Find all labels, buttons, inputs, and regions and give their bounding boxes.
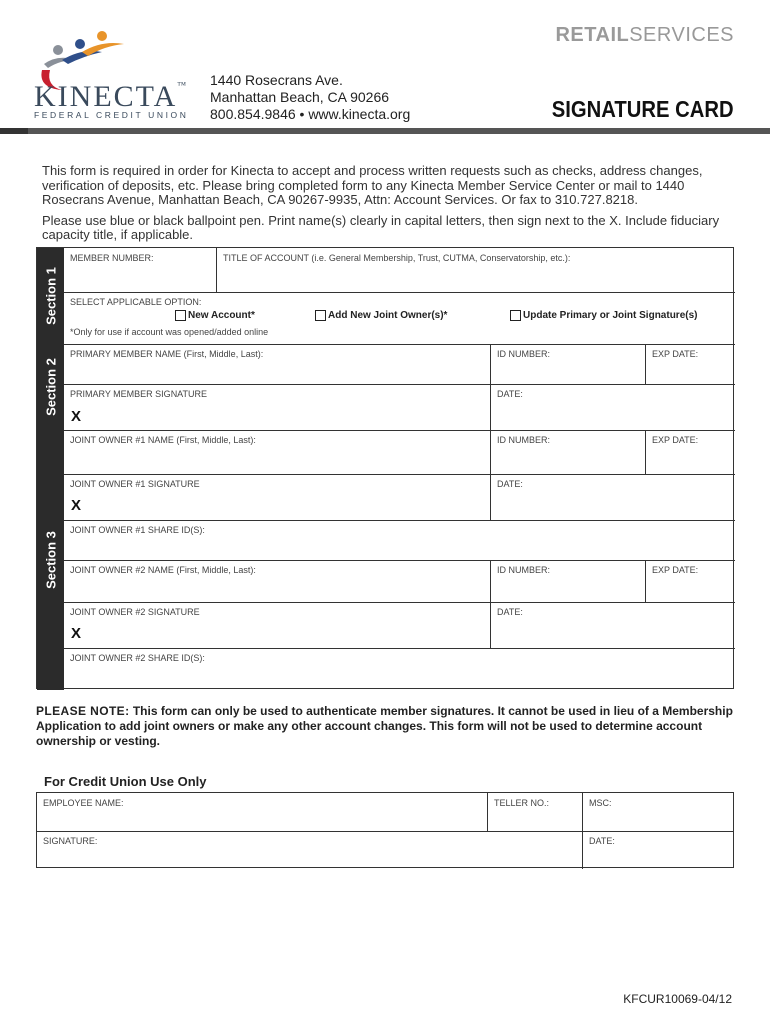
joint2-name-label: JOINT OWNER #2 NAME (First, Middle, Last): [70,565,256,575]
add-joint-owner-checkbox[interactable] [315,310,326,321]
section-1-band [37,248,64,344]
logo-figure-body-2 [62,51,102,64]
cu-date-label: DATE: [589,836,615,846]
msc-label: MSC: [589,798,612,808]
primary-exp-field[interactable] [646,344,735,384]
signature-form [36,247,734,689]
address-line-1: 1440 Rosecrans Ave. [210,72,343,88]
cu-signature-field[interactable] [37,831,582,869]
primary-name-label: PRIMARY MEMBER NAME (First, Middle, Last): [70,349,264,359]
joint1-exp-field[interactable] [646,430,735,474]
primary-exp-label: EXP DATE: [652,349,699,359]
intro-paragraph-1: This form is required in order for Kinecta to accept and process written requests such as checks, address changes, verification of deposits, etc. Please bring completed form to any Kinecta Member Service Center or mail to 1440 Rosecrans Avenue, Manhattan Beach, CA 90267-9935, Attn: Account Services. Or fax to 310.727.8218. [42,163,703,207]
primary-signature-field[interactable] [64,384,490,430]
joint2-exp-label: EXP DATE: [652,565,699,575]
member-number-field[interactable] [64,248,216,292]
please-note [36,704,734,749]
joint2-signature-field[interactable] [64,602,490,648]
retail-bold: RETAIL [555,24,630,46]
update-signature-label: Update Primary or Joint Signature(s) [523,310,698,321]
joint2-signature-label: JOINT OWNER #2 SIGNATURE [70,607,200,617]
member-number-label: MEMBER NUMBER: [70,253,154,263]
joint2-share-label: JOINT OWNER #2 SHARE ID(S): [70,653,205,663]
address-line-2: Manhattan Beach, CA 90266 [210,89,390,105]
logo-subtitle: FEDERAL CREDIT UNION [34,110,189,120]
logo-name: KINECTA [34,80,178,113]
form-code: KFCUR10069-04/12 [623,992,732,1006]
primary-name-field[interactable] [64,344,490,384]
option-add-joint-owner[interactable] [315,310,447,321]
address-line-3: 800.854.9846 • www.kinecta.org [210,106,411,122]
address-block [210,72,410,123]
logo-figure-head-1 [53,45,63,55]
logo-figure-head-3 [97,31,107,41]
joint1-id-field[interactable] [491,430,645,474]
logo-figure-body-3 [82,43,124,56]
teller-no-label: TELLER NO.: [494,798,550,808]
logo-figure-head-2 [75,39,85,49]
teller-no-field[interactable] [488,793,582,831]
header-rule [0,128,770,134]
option-footnote: *Only for use if account was opened/added online [70,327,269,337]
add-joint-owner-label: Add New Joint Owner(s)* [328,310,448,321]
select-option-label: SELECT APPLICABLE OPTION: [70,297,202,307]
primary-id-label: ID NUMBER: [497,349,551,359]
retail-services-label [555,24,734,47]
joint1-date-field[interactable] [491,474,735,520]
joint2-share-field[interactable] [64,648,735,688]
joint1-sign-x: X [71,497,82,514]
intro-text [42,164,732,249]
joint1-share-field[interactable] [64,520,735,560]
new-account-label: New Account* [188,310,255,321]
joint2-name-field[interactable] [64,560,490,602]
joint2-sign-x: X [71,625,82,642]
primary-id-field[interactable] [491,344,645,384]
title-of-account-label: TITLE OF ACCOUNT (i.e. General Membership, Trust, CUTMA, Conservatorship, etc.): [223,253,571,263]
joint1-signature-field[interactable] [64,474,490,520]
cu-date-field[interactable] [583,831,733,869]
note-text: This form can only be used to authenticate member signatures. It cannot be used in lieu of a Membership Application to add joint owners or make any other account changes. This form will not be used to determine account ownership or vesting. [36,704,733,748]
page-title: SIGNATURE CARD [552,96,734,122]
logo-trademark: ™ [177,80,189,90]
joint1-signature-label: JOINT OWNER #1 SIGNATURE [70,479,200,489]
joint2-exp-field[interactable] [646,560,735,602]
primary-date-field[interactable] [491,384,735,430]
cu-use-table [36,792,734,868]
cu-signature-label: SIGNATURE: [43,836,98,846]
cu-use-title: For Credit Union Use Only [44,774,207,789]
employee-name-label: EMPLOYEE NAME: [43,798,124,808]
new-account-checkbox[interactable] [175,310,186,321]
option-new-account[interactable] [175,310,255,321]
section-2-label: Section 2 [43,358,58,416]
section-2-band [37,344,64,430]
employee-name-field[interactable] [37,793,487,831]
primary-signature-label: PRIMARY MEMBER SIGNATURE [70,389,208,399]
section-3-band [37,430,64,690]
joint1-id-label: ID NUMBER: [497,435,551,445]
joint2-date-label: DATE: [497,607,523,617]
joint2-id-field[interactable] [491,560,645,602]
services-light: SERVICES [629,24,734,46]
joint2-id-label: ID NUMBER: [497,565,551,575]
joint1-name-field[interactable] [64,430,490,474]
primary-sign-x: X [71,408,82,425]
update-signature-checkbox[interactable] [510,310,521,321]
section-3-label: Section 3 [43,531,58,589]
title-of-account-field[interactable] [217,248,734,292]
joint1-date-label: DATE: [497,479,523,489]
intro-paragraph-2: Please use blue or black ballpoint pen. Print name(s) clearly in capital letters, then sign next to the X. Include fiduciary capacity title, if applicable. [42,212,720,242]
header-rule-accent [0,128,28,134]
joint2-date-field[interactable] [491,602,735,648]
primary-date-label: DATE: [497,389,523,399]
option-update-signature[interactable] [510,310,697,321]
joint1-name-label: JOINT OWNER #1 NAME (First, Middle, Last): [70,435,256,445]
note-lead: PLEASE NOTE: [36,704,130,718]
section-1-label: Section 1 [43,267,58,325]
joint1-share-label: JOINT OWNER #1 SHARE ID(S): [70,525,205,535]
joint1-exp-label: EXP DATE: [652,435,699,445]
logo-wordmark [34,80,188,114]
msc-field[interactable] [583,793,733,831]
